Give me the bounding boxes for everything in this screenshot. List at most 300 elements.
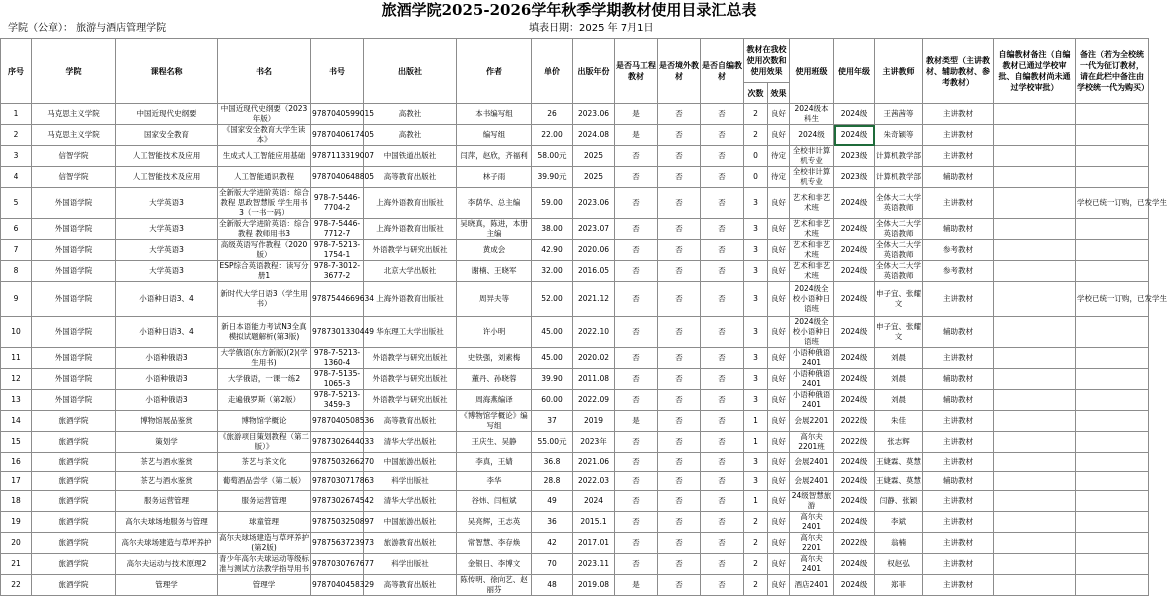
cell-book[interactable]: ESP综合英语教程：读写分册1: [219, 261, 309, 280]
cell-type[interactable]: 主讲教材: [923, 453, 994, 472]
cell-times[interactable]: 3: [744, 219, 768, 240]
cell-year[interactable]: 2025: [573, 146, 615, 167]
cell-year[interactable]: 2015.1: [573, 512, 615, 533]
cell-publisher[interactable]: 华东理工大学出版社: [364, 317, 457, 348]
col-header-class[interactable]: 使用班级: [790, 39, 834, 104]
col-header-publisher[interactable]: 出版社: [364, 39, 457, 104]
cell-teacher[interactable]: 申子宜、张耀文: [875, 282, 923, 317]
cell-times[interactable]: 3: [744, 369, 768, 390]
cell-seq[interactable]: 5: [1, 188, 32, 219]
cell-grade[interactable]: 2023级: [834, 167, 875, 188]
cell-grade[interactable]: 2024级: [834, 472, 875, 491]
cell-college[interactable]: 信智学院: [32, 146, 116, 167]
cell-remark[interactable]: 学校已统一订购，已发学生: [1076, 282, 1149, 317]
cell-teacher[interactable]: 计算机教学部: [875, 167, 923, 188]
cell-year[interactable]: 2023年: [573, 432, 615, 453]
cell-year[interactable]: 2023.07: [573, 219, 615, 240]
cell-price[interactable]: 39.90元: [532, 167, 573, 188]
cell-seq[interactable]: 8: [1, 261, 32, 282]
cell-marx[interactable]: 否: [615, 472, 658, 491]
cell-publisher[interactable]: 高教社: [364, 125, 457, 146]
cell-self[interactable]: 否: [701, 317, 744, 348]
cell-self[interactable]: 否: [701, 261, 744, 282]
cell-selfnote[interactable]: [994, 453, 1076, 472]
cell-effect[interactable]: 良好: [768, 491, 790, 512]
cell-book[interactable]: 新时代大学日语3（学生用书）: [218, 282, 311, 317]
cell-times[interactable]: 3: [744, 282, 768, 317]
cell-foreign[interactable]: 否: [658, 453, 701, 472]
cell-type[interactable]: 辅助教材: [923, 317, 994, 348]
cell-remark[interactable]: [1076, 554, 1149, 575]
cell-selfnote[interactable]: [994, 261, 1076, 282]
cell-marx[interactable]: 否: [615, 432, 658, 453]
cell-marx[interactable]: 否: [615, 491, 658, 512]
cell-price[interactable]: 49: [532, 491, 573, 512]
cell-foreign[interactable]: 否: [658, 472, 701, 491]
cell-college[interactable]: 马克思主义学院: [32, 125, 116, 146]
cell-price[interactable]: 36: [532, 512, 573, 533]
cell-year[interactable]: 2023.11: [573, 554, 615, 575]
cell-effect[interactable]: 良好: [768, 533, 790, 554]
cell-publisher[interactable]: 外语教学与研究出版社: [364, 369, 457, 390]
cell-effect[interactable]: 良好: [768, 575, 790, 596]
cell-selfnote[interactable]: [994, 188, 1076, 219]
cell-self[interactable]: 否: [701, 491, 744, 512]
cell-college[interactable]: 旅酒学院: [32, 432, 116, 453]
cell-effect[interactable]: 良好: [768, 317, 790, 348]
cell-book[interactable]: 高尔夫球场建造与草坪养护(第2版): [219, 533, 309, 552]
cell-remark[interactable]: [1076, 240, 1149, 261]
cell-foreign[interactable]: 否: [658, 240, 701, 261]
col-header-seq[interactable]: 序号: [1, 39, 32, 104]
cell-year[interactable]: 2019: [573, 411, 615, 432]
cell-isbn[interactable]: 978-7-5213-1754-1: [311, 240, 364, 261]
cell-isbn[interactable]: 9787040617405: [311, 125, 364, 146]
cell-seq[interactable]: 2: [1, 125, 32, 146]
cell-college[interactable]: 旅酒学院: [32, 453, 116, 472]
cell-marx[interactable]: 否: [615, 146, 658, 167]
cell-year[interactable]: 2022.09: [573, 390, 615, 411]
col-header-selfnote[interactable]: 自编教材备注（自编教材已通过学校审批、自编教材尚未通过学校审批）: [994, 39, 1076, 104]
cell-author[interactable]: 董丹、孙晓蓉: [457, 369, 532, 390]
cell-seq[interactable]: 17: [1, 472, 32, 491]
cell-publisher[interactable]: 中国旅游出版社: [364, 453, 457, 472]
col-header-type[interactable]: 教材类型（主讲教材、辅助教材、参考教材）: [923, 39, 994, 104]
cell-remark[interactable]: [1076, 491, 1149, 512]
cell-course[interactable]: 国家安全教育: [116, 125, 218, 146]
cell-author[interactable]: 谢楠、王晓军: [457, 261, 532, 282]
cell-author[interactable]: 李真，王婧: [457, 453, 532, 472]
cell-class[interactable]: 2024级: [790, 125, 834, 146]
cell-college[interactable]: 旅酒学院: [32, 512, 116, 533]
cell-isbn[interactable]: 978-7-5213-3459-3: [311, 390, 364, 411]
cell-marx[interactable]: 是: [615, 125, 658, 146]
cell-publisher[interactable]: 高等教育出版社: [364, 575, 457, 596]
cell-type[interactable]: 主讲教材: [923, 282, 994, 317]
cell-teacher[interactable]: 张志辉: [875, 432, 923, 453]
cell-course[interactable]: 小语种俄语3: [116, 390, 218, 411]
cell-isbn[interactable]: 9787040458329: [311, 575, 364, 596]
cell-foreign[interactable]: 否: [658, 146, 701, 167]
cell-year[interactable]: 2016.05: [573, 261, 615, 282]
cell-year[interactable]: 2011.08: [573, 369, 615, 390]
cell-isbn[interactable]: 978-7-5446-7704-2: [311, 188, 364, 219]
cell-remark[interactable]: [1076, 125, 1149, 146]
cell-book[interactable]: 管理学: [218, 575, 311, 596]
cell-marx[interactable]: 否: [615, 554, 658, 575]
cell-effect[interactable]: 良好: [768, 554, 790, 575]
cell-selfnote[interactable]: [994, 554, 1076, 575]
cell-author[interactable]: 本书编写组: [457, 104, 532, 125]
cell-foreign[interactable]: 否: [658, 348, 701, 369]
cell-price[interactable]: 45.00: [532, 317, 573, 348]
cell-year[interactable]: 2021.12: [573, 282, 615, 317]
cell-times[interactable]: 3: [744, 348, 768, 369]
cell-isbn[interactable]: 9787503250897: [311, 512, 364, 533]
cell-selfnote[interactable]: [994, 240, 1076, 261]
cell-self[interactable]: 否: [701, 453, 744, 472]
cell-foreign[interactable]: 否: [658, 104, 701, 125]
cell-publisher[interactable]: 科学出版社: [364, 472, 457, 491]
cell-times[interactable]: 3: [744, 261, 768, 282]
cell-type[interactable]: 主讲教材: [923, 188, 994, 219]
cell-price[interactable]: 42.90: [532, 240, 573, 261]
cell-book[interactable]: 人工智能通识教程: [218, 167, 311, 188]
cell-publisher[interactable]: 中国旅游出版社: [364, 512, 457, 533]
cell-seq[interactable]: 4: [1, 167, 32, 188]
cell-book[interactable]: 茶艺与茶文化: [218, 453, 311, 472]
cell-times[interactable]: 2: [744, 575, 768, 596]
cell-publisher[interactable]: 高等教育出版社: [364, 411, 457, 432]
cell-course[interactable]: 策划学: [116, 432, 218, 453]
cell-college[interactable]: 旅酒学院: [32, 533, 116, 554]
cell-price[interactable]: 48: [532, 575, 573, 596]
cell-seq[interactable]: 10: [1, 317, 32, 348]
cell-grade[interactable]: 2024级: [834, 453, 875, 472]
cell-foreign[interactable]: 否: [658, 554, 701, 575]
cell-self[interactable]: 否: [701, 167, 744, 188]
cell-foreign[interactable]: 否: [658, 512, 701, 533]
cell-seq[interactable]: 6: [1, 219, 32, 240]
cell-class[interactable]: 小语种俄语2401: [790, 348, 834, 369]
cell-self[interactable]: 否: [701, 240, 744, 261]
cell-grade[interactable]: 2024级: [834, 369, 875, 390]
cell-remark[interactable]: [1076, 261, 1149, 282]
cell-class[interactable]: 小语种俄语2401: [790, 369, 834, 390]
cell-effect[interactable]: 待定: [768, 167, 790, 188]
cell-course[interactable]: 博物馆展品鉴赏: [116, 411, 218, 432]
cell-year[interactable]: 2024.08: [573, 125, 615, 146]
cell-class[interactable]: 会展2201: [790, 411, 834, 432]
cell-selfnote[interactable]: [994, 411, 1076, 432]
cell-foreign[interactable]: 否: [658, 125, 701, 146]
cell-college[interactable]: 外国语学院: [32, 317, 116, 348]
cell-publisher[interactable]: 上海外语教育出版社: [364, 282, 457, 317]
cell-effect[interactable]: 良好: [768, 219, 790, 240]
col-header-price[interactable]: 单价: [532, 39, 573, 104]
cell-seq[interactable]: 21: [1, 554, 32, 575]
cell-remark[interactable]: [1076, 317, 1149, 348]
cell-price[interactable]: 36.8: [532, 453, 573, 472]
cell-price[interactable]: 55.00元: [532, 432, 573, 453]
cell-grade[interactable]: 2024级: [834, 554, 875, 575]
cell-book[interactable]: 服务运营管理: [218, 491, 311, 512]
cell-times[interactable]: 3: [744, 453, 768, 472]
cell-course[interactable]: 高尔夫球场建造与草坪养护: [116, 533, 218, 554]
cell-effect[interactable]: 良好: [768, 261, 790, 282]
cell-selfnote[interactable]: [994, 125, 1076, 146]
cell-price[interactable]: 39.90: [532, 369, 573, 390]
cell-book[interactable]: 大学俄语，一课一练2: [218, 369, 311, 390]
cell-type[interactable]: 主讲教材: [923, 575, 994, 596]
cell-grade[interactable]: 2024级: [834, 188, 875, 219]
cell-course[interactable]: 高尔夫球场地服务与管理: [116, 512, 218, 533]
cell-times[interactable]: 2: [744, 533, 768, 554]
cell-publisher[interactable]: 科学出版社: [364, 554, 457, 575]
cell-publisher[interactable]: 中国铁道出版社: [364, 146, 457, 167]
cell-remark[interactable]: [1076, 390, 1149, 411]
cell-selfnote[interactable]: [994, 317, 1076, 348]
cell-grade[interactable]: 2024级: [834, 125, 875, 146]
cell-self[interactable]: 否: [701, 554, 744, 575]
cell-isbn[interactable]: 978-7-5135-1065-3: [311, 369, 364, 390]
cell-class[interactable]: 艺术和非艺术班: [790, 240, 834, 261]
cell-course[interactable]: 茶艺与酒水鉴赏: [116, 453, 218, 472]
cell-price[interactable]: 37: [532, 411, 573, 432]
cell-effect[interactable]: 良好: [768, 411, 790, 432]
cell-times[interactable]: 2: [744, 104, 768, 125]
cell-selfnote[interactable]: [994, 432, 1076, 453]
col-header-author[interactable]: 作者: [457, 39, 532, 104]
cell-seq[interactable]: 12: [1, 369, 32, 390]
cell-marx[interactable]: 是: [615, 411, 658, 432]
cell-author[interactable]: 谷炜、闫桓斌: [457, 491, 532, 512]
cell-marx[interactable]: 否: [615, 240, 658, 261]
cell-college[interactable]: 旅酒学院: [32, 472, 116, 491]
cell-effect[interactable]: 良好: [768, 432, 790, 453]
cell-effect[interactable]: 良好: [768, 282, 790, 317]
cell-seq[interactable]: 18: [1, 491, 32, 512]
cell-course[interactable]: 管理学: [116, 575, 218, 596]
cell-price[interactable]: 38.00: [532, 219, 573, 240]
cell-book[interactable]: 新日本语能力考试N3全真模拟试题解析(第3版): [218, 317, 311, 348]
cell-type[interactable]: 主讲教材: [923, 146, 994, 167]
cell-selfnote[interactable]: [994, 219, 1076, 240]
col-header-marx[interactable]: 是否马工程教材: [615, 39, 658, 104]
cell-remark[interactable]: [1076, 575, 1149, 596]
cell-self[interactable]: 否: [701, 125, 744, 146]
cell-class[interactable]: 艺术和非艺术班: [790, 219, 834, 240]
cell-isbn[interactable]: 9787030767677: [311, 554, 364, 575]
cell-isbn[interactable]: 9787030717863: [311, 472, 364, 491]
cell-price[interactable]: 70: [532, 554, 573, 575]
cell-marx[interactable]: 否: [615, 512, 658, 533]
cell-effect[interactable]: 良好: [768, 390, 790, 411]
cell-type[interactable]: 主讲教材: [923, 125, 994, 146]
cell-remark[interactable]: [1076, 369, 1149, 390]
cell-course[interactable]: 中国近现代史纲要: [116, 104, 218, 125]
cell-course[interactable]: 大学英语3: [116, 261, 218, 282]
cell-publisher[interactable]: 高等教育出版社: [364, 167, 457, 188]
cell-marx[interactable]: 否: [615, 261, 658, 282]
cell-type[interactable]: 主讲教材: [923, 104, 994, 125]
cell-college[interactable]: 外国语学院: [32, 369, 116, 390]
cell-marx[interactable]: 否: [615, 453, 658, 472]
cell-selfnote[interactable]: [994, 472, 1076, 491]
cell-selfnote[interactable]: [994, 575, 1076, 596]
cell-year[interactable]: 2024: [573, 491, 615, 512]
cell-class[interactable]: 高尔夫2401: [790, 512, 834, 533]
cell-class[interactable]: 艺术和非艺术班: [790, 261, 834, 282]
cell-self[interactable]: 否: [701, 104, 744, 125]
cell-type[interactable]: 主讲教材: [923, 491, 994, 512]
cell-course[interactable]: 人工智能技术及应用: [116, 167, 218, 188]
cell-isbn[interactable]: 978-7-3012-3677-2: [311, 261, 364, 282]
cell-isbn[interactable]: 978-7-5446-7712-7: [311, 219, 364, 240]
col-header-college[interactable]: 学院: [32, 39, 116, 104]
cell-course[interactable]: 小语种俄语3: [116, 369, 218, 390]
cell-publisher[interactable]: 外语教学与研究出版社: [364, 240, 457, 261]
cell-effect[interactable]: 良好: [768, 104, 790, 125]
col-header-year[interactable]: 出版年份: [573, 39, 615, 104]
cell-college[interactable]: 旅酒学院: [32, 554, 116, 575]
cell-selfnote[interactable]: [994, 104, 1076, 125]
cell-class[interactable]: 高尔夫2201: [790, 533, 834, 554]
cell-foreign[interactable]: 否: [658, 188, 701, 219]
cell-teacher[interactable]: 全体大二大学英语教师: [876, 219, 921, 238]
cell-selfnote[interactable]: [994, 491, 1076, 512]
cell-foreign[interactable]: 否: [658, 369, 701, 390]
cell-college[interactable]: 外国语学院: [32, 261, 116, 282]
cell-marx[interactable]: 是: [615, 104, 658, 125]
cell-marx[interactable]: 否: [615, 533, 658, 554]
cell-author[interactable]: 吴亮辉，王志英: [457, 512, 532, 533]
cell-grade[interactable]: 2022级: [834, 533, 875, 554]
cell-seq[interactable]: 13: [1, 390, 32, 411]
cell-publisher[interactable]: 旅游教育出版社: [364, 533, 457, 554]
cell-type[interactable]: 辅助教材: [923, 472, 994, 491]
cell-times[interactable]: 3: [744, 317, 768, 348]
cell-publisher[interactable]: 北京大学出版社: [364, 261, 457, 282]
cell-course[interactable]: 茶艺与酒水鉴赏: [116, 472, 218, 491]
cell-college[interactable]: 旅酒学院: [32, 575, 116, 596]
cell-foreign[interactable]: 否: [658, 167, 701, 188]
cell-seq[interactable]: 16: [1, 453, 32, 472]
cell-marx[interactable]: 否: [615, 317, 658, 348]
cell-foreign[interactable]: 否: [658, 317, 701, 348]
cell-teacher[interactable]: 王婕霖、莫慧: [875, 453, 923, 472]
cell-college[interactable]: 信智学院: [32, 167, 116, 188]
cell-price[interactable]: 59.00: [532, 188, 573, 219]
cell-self[interactable]: 否: [701, 575, 744, 596]
cell-isbn[interactable]: 9787113319007: [311, 146, 364, 167]
col-header-course[interactable]: 课程名称: [116, 39, 218, 104]
cell-college[interactable]: 外国语学院: [32, 348, 116, 369]
cell-seq[interactable]: 20: [1, 533, 32, 554]
cell-self[interactable]: 否: [701, 188, 744, 219]
cell-class[interactable]: 2024级全校小语种日语班: [790, 317, 834, 348]
cell-book[interactable]: 葡萄酒品尝学（第二版）: [218, 472, 311, 491]
cell-self[interactable]: 否: [701, 219, 744, 240]
cell-teacher[interactable]: 李斌: [875, 512, 923, 533]
cell-teacher[interactable]: 权赵弘: [875, 554, 923, 575]
cell-remark[interactable]: [1076, 219, 1149, 240]
cell-isbn[interactable]: 9787301330449: [311, 317, 364, 348]
cell-remark[interactable]: [1076, 533, 1149, 554]
col-header-remark[interactable]: 备注（若为全校统一代为征订教材，请在此栏中备注由学校统一代为购买）: [1076, 39, 1149, 104]
cell-year[interactable]: 2020.06: [573, 240, 615, 261]
cell-type[interactable]: 参考教材: [923, 261, 994, 282]
cell-self[interactable]: 否: [701, 146, 744, 167]
cell-teacher[interactable]: 郑菲: [875, 575, 923, 596]
cell-year[interactable]: 2023.06: [573, 188, 615, 219]
cell-seq[interactable]: 9: [1, 282, 32, 317]
cell-effect[interactable]: 待定: [768, 146, 790, 167]
cell-price[interactable]: 60.00: [532, 390, 573, 411]
cell-grade[interactable]: 2024级: [834, 575, 875, 596]
cell-course[interactable]: 服务运营管理: [116, 491, 218, 512]
cell-author[interactable]: 闫萍，赵欣，齐福利: [457, 146, 532, 167]
cell-publisher[interactable]: 外语教学与研究出版社: [364, 348, 457, 369]
cell-price[interactable]: 45.00: [532, 348, 573, 369]
cell-times[interactable]: 2: [744, 512, 768, 533]
cell-grade[interactable]: 2024级: [834, 512, 875, 533]
cell-isbn[interactable]: 9787544669634: [311, 282, 364, 317]
cell-remark[interactable]: [1076, 104, 1149, 125]
cell-price[interactable]: 58.00元: [532, 146, 573, 167]
cell-price[interactable]: 22.00: [532, 125, 573, 146]
cell-author[interactable]: 史铁强，刘素梅: [457, 348, 532, 369]
cell-effect[interactable]: 良好: [768, 453, 790, 472]
cell-foreign[interactable]: 否: [658, 491, 701, 512]
cell-class[interactable]: 会展2401: [790, 453, 834, 472]
cell-seq[interactable]: 3: [1, 146, 32, 167]
cell-year[interactable]: 2017.01: [573, 533, 615, 554]
cell-college[interactable]: 外国语学院: [32, 282, 116, 317]
cell-foreign[interactable]: 否: [658, 575, 701, 596]
cell-book[interactable]: 青少年高尔夫球运动等级标准与测试方法教学指导用书: [219, 554, 309, 573]
cell-selfnote[interactable]: [994, 390, 1076, 411]
cell-selfnote[interactable]: [994, 369, 1076, 390]
cell-marx[interactable]: 否: [615, 348, 658, 369]
cell-year[interactable]: 2021.06: [573, 453, 615, 472]
cell-class[interactable]: 高尔夫2401: [790, 554, 834, 575]
cell-type[interactable]: 主讲教材: [923, 348, 994, 369]
cell-times[interactable]: 3: [744, 188, 768, 219]
cell-remark[interactable]: [1076, 432, 1149, 453]
cell-author[interactable]: 常智慧、李存焕: [457, 533, 532, 554]
cell-book[interactable]: 生成式人工智能应用基础: [218, 146, 311, 167]
cell-author[interactable]: 李荫华、总主编: [457, 188, 532, 219]
cell-class[interactable]: 全校非计算机专业: [790, 167, 834, 188]
cell-type[interactable]: 辅助教材: [923, 219, 994, 240]
cell-year[interactable]: 2019.08: [573, 575, 615, 596]
cell-times[interactable]: 1: [744, 491, 768, 512]
col-header-teacher[interactable]: 主讲教师: [875, 39, 923, 104]
cell-price[interactable]: 28.8: [532, 472, 573, 491]
cell-book[interactable]: 高级英语写作教程（2020版）: [218, 240, 311, 261]
cell-selfnote[interactable]: [994, 533, 1076, 554]
col-header-book[interactable]: 书名: [218, 39, 311, 104]
cell-effect[interactable]: 良好: [768, 512, 790, 533]
cell-grade[interactable]: 2024级: [834, 261, 875, 282]
cell-marx[interactable]: 是: [615, 575, 658, 596]
cell-teacher[interactable]: 刘晨: [875, 369, 923, 390]
cell-selfnote[interactable]: [994, 348, 1076, 369]
cell-grade[interactable]: 2022级: [834, 432, 875, 453]
cell-course[interactable]: 小语种日语3、4: [116, 317, 218, 348]
cell-book[interactable]: 大学俄语(东方新版)(2)(学生用书): [218, 348, 311, 369]
